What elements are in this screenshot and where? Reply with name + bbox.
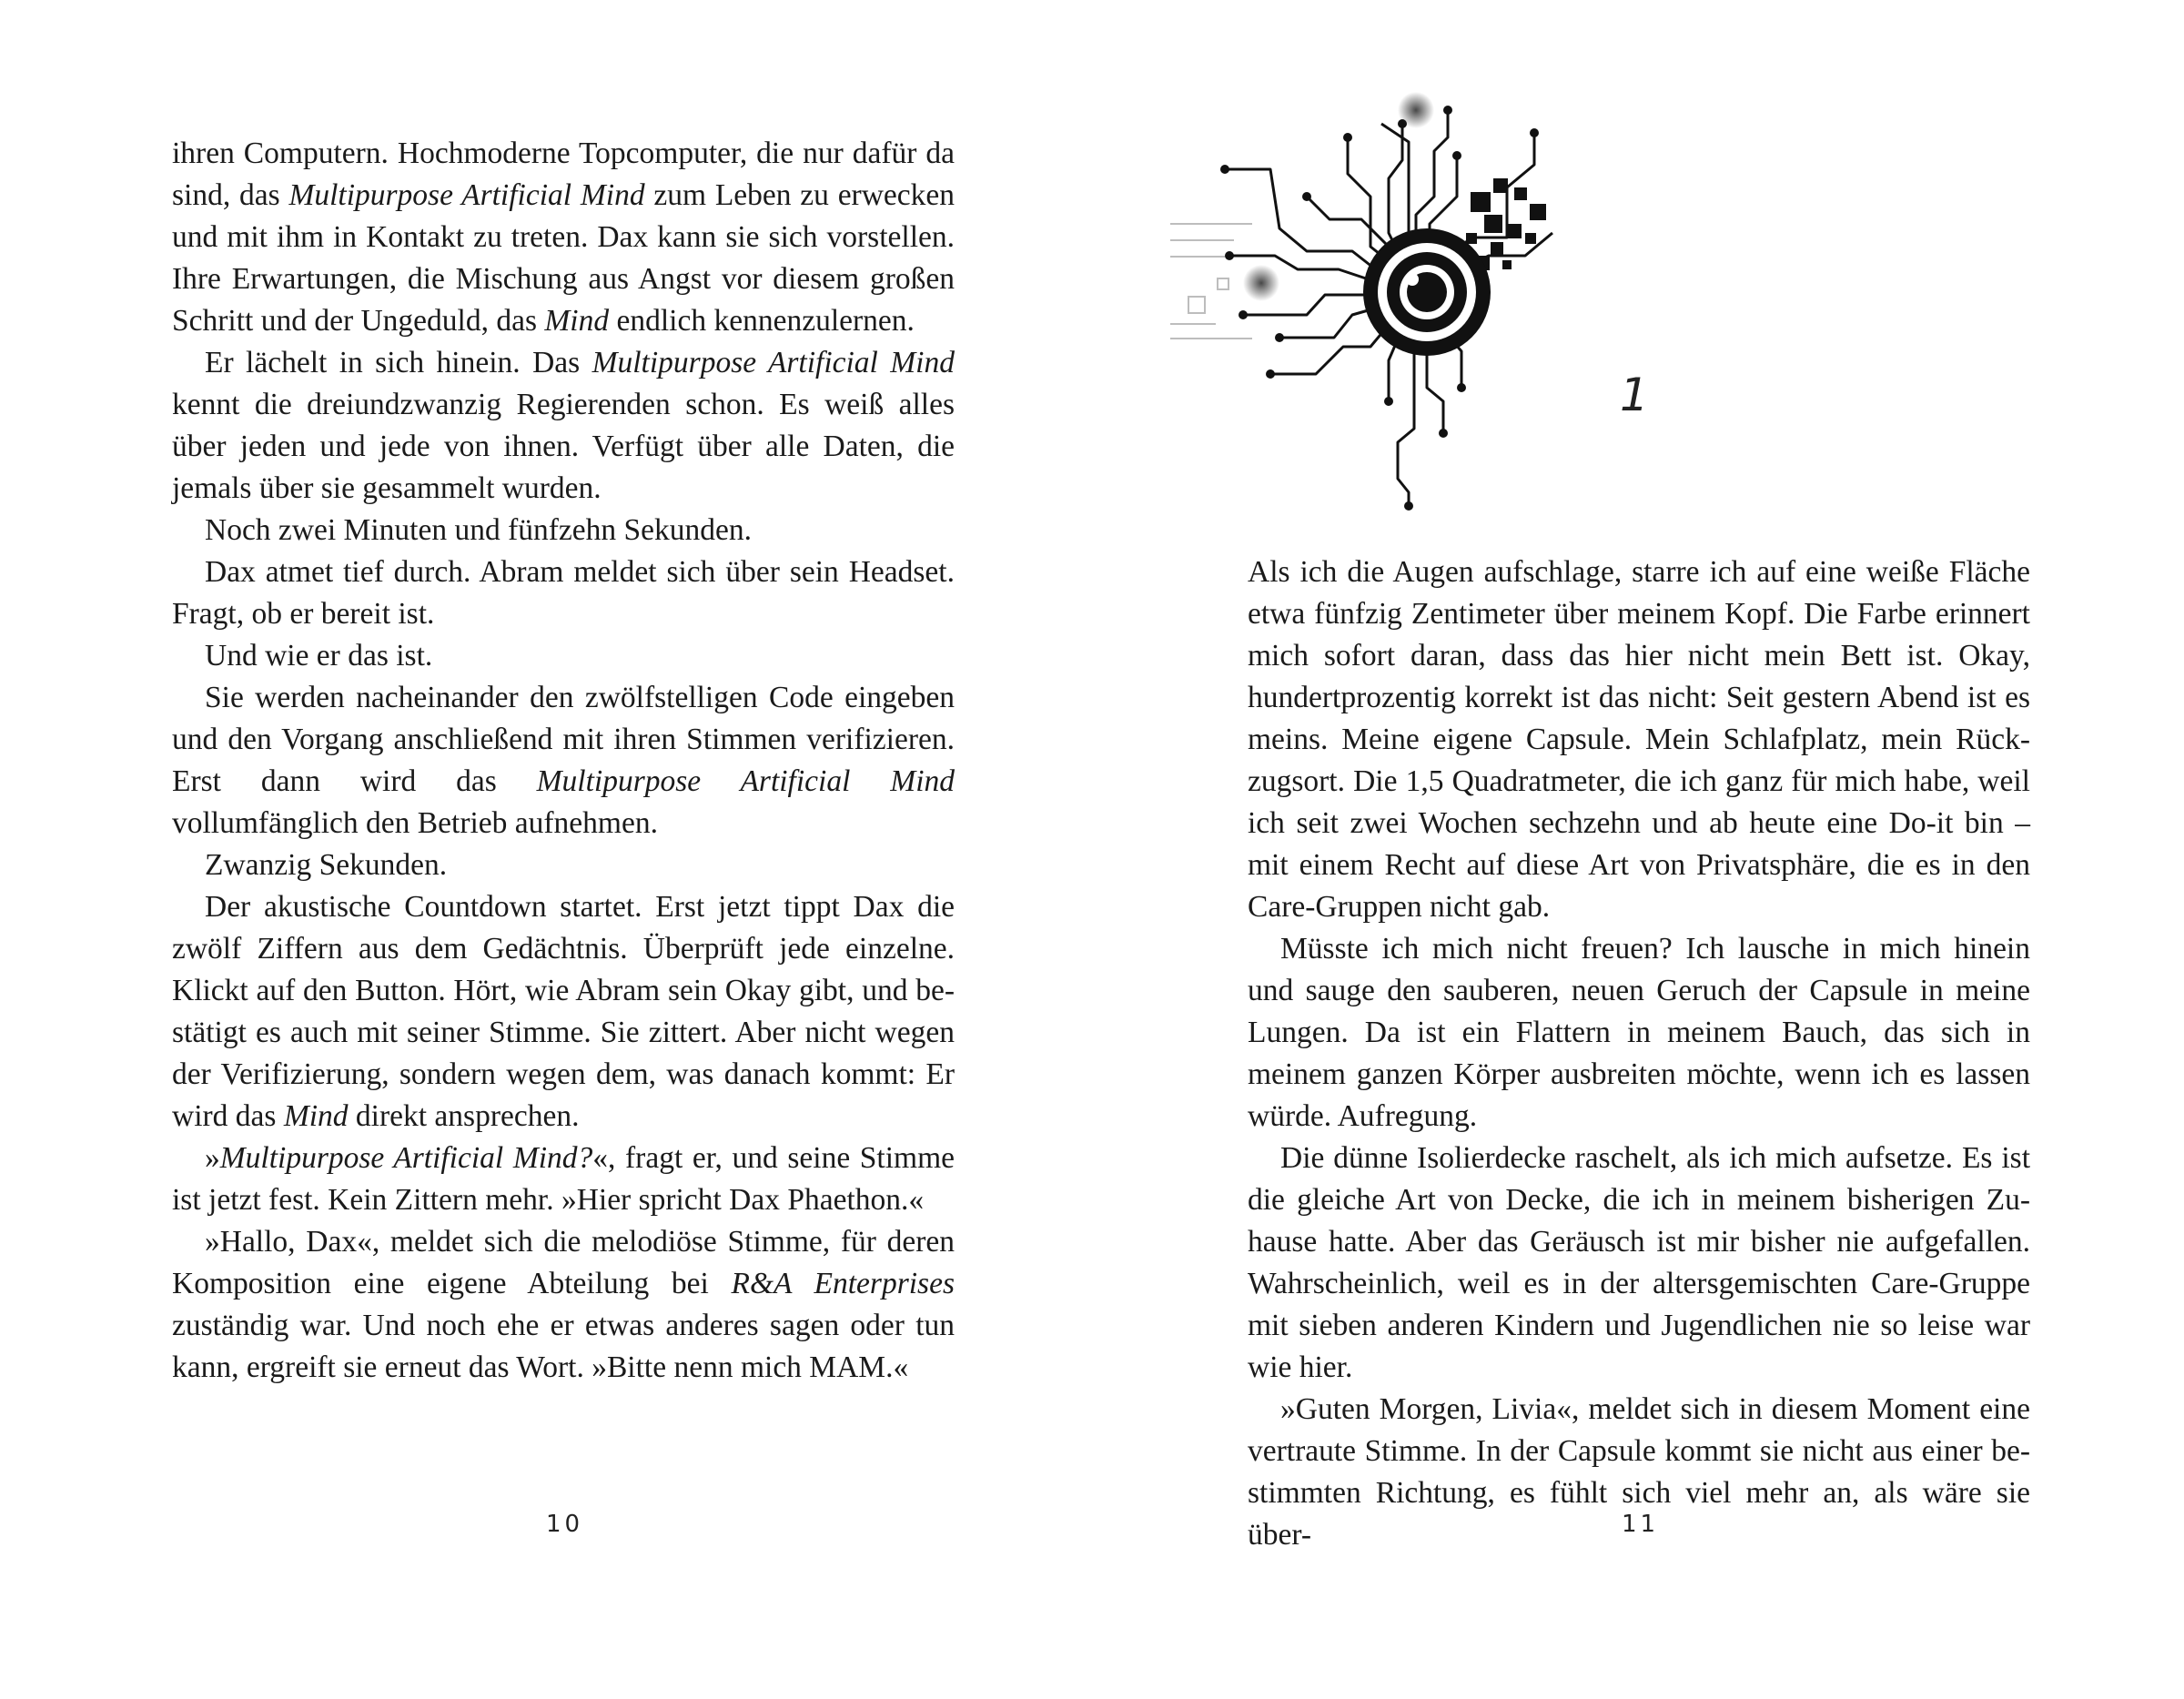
paragraph [1248,1138,2030,1389]
text-run: kennt die dreiundzwanzig Regierenden schon. Es weiß alles über jeden und jede von ihnen. Verfügt über alle Daten, die jemals über sie gesammelt wurden. [172,388,955,505]
text-run: Sie werden nacheinander den zwölfstelligen Code eingeben und den Vorgang anschließend mit ihren Stimmen verifizieren. Erst dann wird das [172,681,955,798]
italic-text: Multipurpose Artificial Mind [536,764,955,798]
paragraph [172,551,955,635]
chapter-number: 1 [1620,369,1649,421]
italic-text: Mind [544,304,610,338]
circuit-eye-icon [1170,87,1771,515]
paragraph [172,886,955,1138]
paragraph [172,635,955,677]
text-run: direkt ansprechen. [348,1099,580,1133]
paragraph [172,1221,955,1389]
text-run: zum Leben zu erwecken und mit ihm in Kontakt zu treten. Dax kann sie sich vorstellen. Ihre Erwartungen, die Mischung aus Angst vor diesem großen Schritt und der Ungeduld, das [172,178,956,338]
text-run: Und wie er das ist. [205,639,433,673]
text-run: ihren Computern. Hochmoderne Topcomputer, die nur dafür da sind, das [172,137,955,212]
paragraph [172,677,955,844]
right-page [1092,0,2184,1699]
text-run: »Guten Morgen, Livia«, meldet sich in diesem Moment eine vertraute Stimme. In der Capsule kommt sie nicht aus einer bestimmten Richtung, es fühlt sich viel mehr an, als wäre sie über- [1248,1392,2030,1552]
left-page-text [172,133,955,1389]
text-run: Als ich die Augen aufschlage, starre ich auf eine weiße Fläche etwa fünfzig Zentimeter über meinem Kopf. Die Farbe erinnert mich sofort daran, dass das hier nicht mein Bett ist. Okay, hundertprozentig korrekt ist das nicht: Seit gestern Abend ist es meins. Meine eigene Capsule. Mein Schlafplatz, mein Rückzugsort. Die 1,5 Quadratmeter, die ich ganz für mich habe, weil ich seit zwei Wochen sechzehn und ab heute eine Do-it bin – mit einem Recht auf diese Art von Privatsphäre, die es in den Care-Gruppen nicht gab. [1248,555,2030,924]
paragraph [172,510,955,551]
text-run: Die dünne Isolierdecke raschelt, als ich mich aufsetze. Es ist die gleiche Art von Decke, die ich in meinem bisherigen Zuhause hatte. Aber das Geräusch ist mir bisher nie aufgefallen. Wahrscheinlich, weil es in der altersgemischten Care-Gruppe mit sieben anderen Kindern und Jugendlichen nie so leise war wie hier. [1248,1141,2030,1384]
paragraph [1248,928,2030,1138]
italic-text: R&A Enterprises [731,1267,955,1300]
text-run: «, fragt er, und seine Stimme ist jetzt fest. Kein Zittern mehr. »Hier spricht Dax Phaethon.« [172,1141,956,1217]
paragraph [172,1138,955,1221]
text-run: Der akustische Countdown startet. Erst jetzt tippt Dax die zwölf Ziffern aus dem Gedächtnis. Überprüft jede einzelne. Klickt auf den Button. Hört, wie Abram sein Okay gibt, und bestätigt es auch mit seiner Stimme. Sie zittert. Aber nicht wegen der Verifizierung, sondern wegen dem, was danach kommt: Er wird das [172,890,955,1133]
paragraph [1248,551,2030,928]
italic-text: Multipurpose Artificial Mind? [219,1141,593,1175]
text-run: Zwanzig Sekunden. [205,848,448,882]
italic-text: Multipurpose Artificial Mind [592,346,955,379]
paragraph [172,133,955,342]
text-run: Er lächelt in sich hinein. Das [205,346,592,379]
page-number-left: 10 [546,1511,584,1538]
text-run: »Hallo, Dax«, meldet sich die melodiöse Stimme, für deren Komposition eine eigene Abteilung bei [172,1225,955,1300]
text-run: Dax atmet tief durch. Abram meldet sich über sein Headset. Fragt, ob er bereit ist. [172,555,955,631]
text-run: Müsste ich mich nicht freuen? Ich lausche in mich hinein und sauge den sauberen, neuen Geruch der Capsule in meine Lungen. Da ist ein Flattern in meinem Bauch, das sich in meinem ganzen Körper ausbreiten möchte, wenn ich es lassen würde. Aufregung. [1248,932,2030,1133]
italic-text: Multipurpose Artificial Mind [288,178,645,212]
text-run: zuständig war. Und noch ehe er etwas anderes sagen oder tun kann, ergreift sie erneut das Wort. »Bitte nenn mich MAM.« [172,1309,955,1384]
italic-text: Mind [283,1099,349,1133]
text-run: endlich kennenzulernen. [609,304,915,338]
text-run: Noch zwei Minuten und fünfzehn Sekunden. [205,513,752,547]
text-run: » [205,1141,220,1175]
page-number-right: 11 [1622,1511,1660,1538]
right-page-text [1248,551,2030,1556]
text-run: vollumfänglich den Betrieb aufnehmen. [172,806,658,840]
paragraph [172,342,955,510]
paragraph [172,844,955,886]
